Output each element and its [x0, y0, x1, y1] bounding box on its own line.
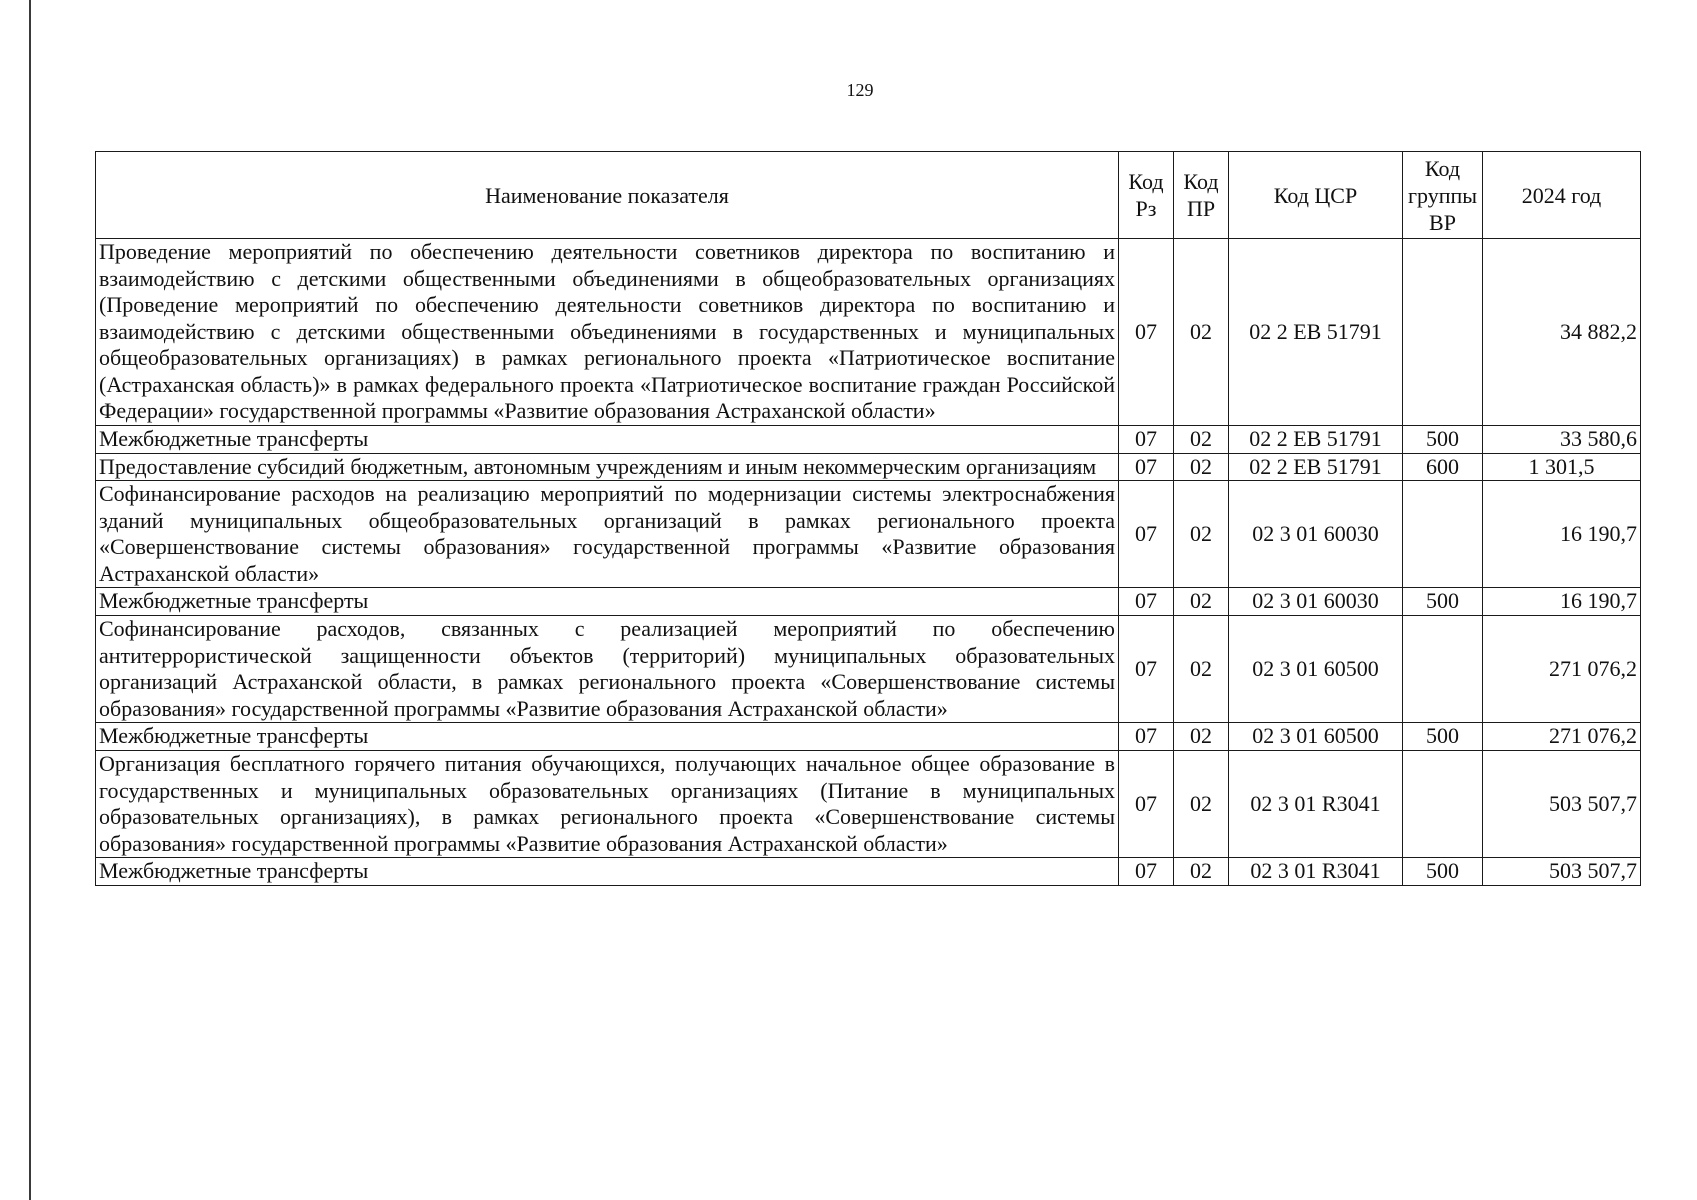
row-csr: 02 2 ЕВ 51791 — [1229, 239, 1403, 426]
row-csr: 02 3 01 60030 — [1229, 481, 1403, 588]
row-rz: 07 — [1119, 616, 1174, 723]
row-rz: 07 — [1119, 751, 1174, 858]
row-amount: 33 580,6 — [1483, 425, 1641, 453]
row-name: Межбюджетные трансферты — [96, 858, 1119, 886]
row-vr: 500 — [1403, 723, 1483, 751]
row-csr: 02 2 ЕВ 51791 — [1229, 425, 1403, 453]
row-name: Организация бесплатного горячего питания обучающихся, получающих начальное общее образование в государственных и муниципальных образовательных организациях (Питание в муниципальных образовательных организациях), в рамках регионального проекта «Совершенствование системы образования» государственной программы «Развитие образования Астраханской области» — [96, 751, 1119, 858]
header-rz: Код Рз — [1119, 152, 1174, 239]
row-pr: 02 — [1174, 751, 1229, 858]
row-pr: 02 — [1174, 858, 1229, 886]
table-row — [96, 723, 1641, 751]
row-amount: 503 507,7 — [1483, 751, 1641, 858]
table-row — [96, 453, 1641, 481]
row-vr: 500 — [1403, 588, 1483, 616]
row-rz: 07 — [1119, 453, 1174, 481]
row-vr: 500 — [1403, 425, 1483, 453]
scan-edge-line — [29, 0, 31, 1200]
row-vr: 500 — [1403, 858, 1483, 886]
row-pr: 02 — [1174, 616, 1229, 723]
row-vr — [1403, 239, 1483, 426]
row-name: Межбюджетные трансферты — [96, 723, 1119, 751]
row-amount: 34 882,2 — [1483, 239, 1641, 426]
row-vr — [1403, 616, 1483, 723]
row-amount: 271 076,2 — [1483, 616, 1641, 723]
page-number: 129 — [846, 80, 874, 100]
table-row — [96, 588, 1641, 616]
row-pr: 02 — [1174, 453, 1229, 481]
row-csr: 02 3 01 R3041 — [1229, 751, 1403, 858]
row-csr: 02 3 01 60500 — [1229, 616, 1403, 723]
row-pr: 02 — [1174, 239, 1229, 426]
row-csr: 02 3 01 60500 — [1229, 723, 1403, 751]
header-year: 2024 год — [1483, 152, 1641, 239]
table-row — [96, 481, 1641, 588]
header-csr: Код ЦСР — [1229, 152, 1403, 239]
row-name: Софинансирование расходов на реализацию мероприятий по модернизации системы электроснабжения зданий муниципальных общеобразовательных организаций в рамках регионального проекта «Совершенствование системы образования» государственной программы «Развитие образования Астраханской области» — [96, 481, 1119, 588]
row-csr: 02 3 01 R3041 — [1229, 858, 1403, 886]
row-csr: 02 2 ЕВ 51791 — [1229, 453, 1403, 481]
row-amount: 16 190,7 — [1483, 588, 1641, 616]
row-amount: 503 507,7 — [1483, 858, 1641, 886]
row-vr — [1403, 481, 1483, 588]
row-name: Предоставление субсидий бюджетным, автономным учреждениям и иным некоммерческим организациям — [96, 453, 1119, 481]
row-amount: 1 301,5 — [1483, 453, 1641, 481]
header-pr: Код ПР — [1174, 152, 1229, 239]
row-rz: 07 — [1119, 723, 1174, 751]
budget-table — [95, 151, 1641, 886]
row-rz: 07 — [1119, 858, 1174, 886]
row-csr: 02 3 01 60030 — [1229, 588, 1403, 616]
header-name: Наименование показателя — [96, 152, 1119, 239]
table-header-row — [96, 152, 1641, 239]
row-pr: 02 — [1174, 588, 1229, 616]
row-rz: 07 — [1119, 481, 1174, 588]
row-pr: 02 — [1174, 481, 1229, 588]
table-row — [96, 751, 1641, 858]
row-amount: 16 190,7 — [1483, 481, 1641, 588]
row-vr: 600 — [1403, 453, 1483, 481]
row-amount: 271 076,2 — [1483, 723, 1641, 751]
row-pr: 02 — [1174, 425, 1229, 453]
row-pr: 02 — [1174, 723, 1229, 751]
header-vr: Код группы ВР — [1403, 152, 1483, 239]
row-name: Софинансирование расходов, связанных с реализацией мероприятий по обеспечению антитеррористической защищенности объектов (территорий) муниципальных образовательных организаций Астраханской области, в рамках регионального проекта «Совершенствование системы образования» государственной программы «Развитие образования Астраханской области» — [96, 616, 1119, 723]
row-name: Межбюджетные трансферты — [96, 588, 1119, 616]
row-vr — [1403, 751, 1483, 858]
row-rz: 07 — [1119, 239, 1174, 426]
row-rz: 07 — [1119, 425, 1174, 453]
table-row — [96, 616, 1641, 723]
row-name: Межбюджетные трансферты — [96, 425, 1119, 453]
row-rz: 07 — [1119, 588, 1174, 616]
table-row — [96, 239, 1641, 426]
row-name: Проведение мероприятий по обеспечению деятельности советников директора по воспитанию и взаимодействию с детскими общественными объединениями в общеобразовательных организациях (Проведение мероприятий по обеспечению деятельности советников директора по воспитанию и взаимодействию с детскими общественными объединениями в государственных и муниципальных общеобразовательных организациях) в рамках регионального проекта «Патриотическое воспитание (Астраханская область)» в рамках федерального проекта «Патриотическое воспитание граждан Российской Федерации» государственной программы «Развитие образования Астраханской области» — [96, 239, 1119, 426]
table-row — [96, 425, 1641, 453]
table-row — [96, 858, 1641, 886]
